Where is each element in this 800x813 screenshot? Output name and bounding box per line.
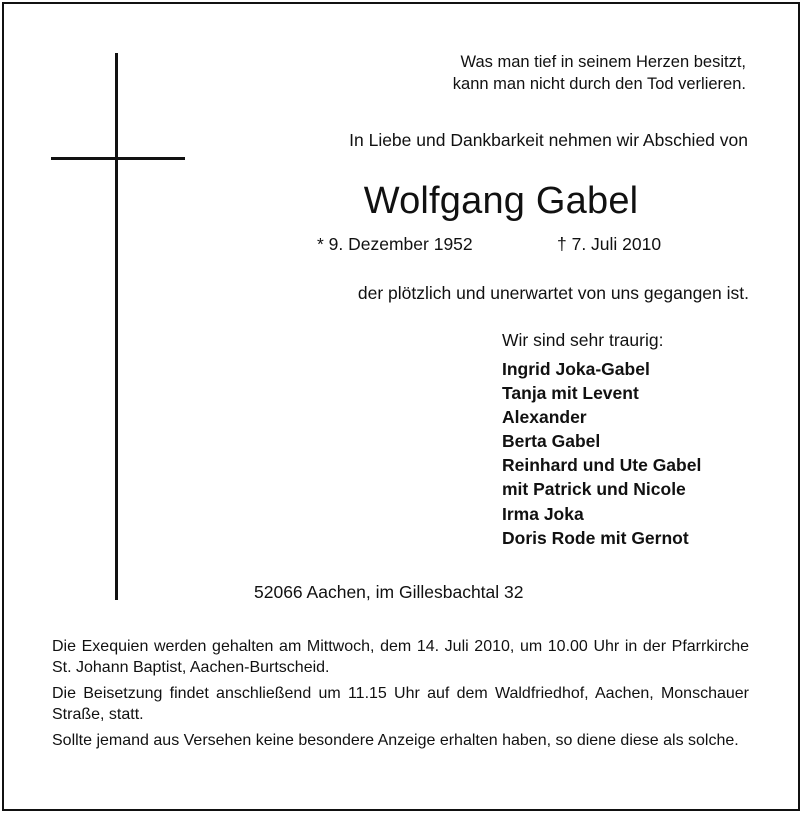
mourner-name: Reinhard und Ute Gabel [502, 455, 702, 476]
memorial-quote [326, 51, 746, 95]
burial-note: Die Beisetzung findet anschließend um 11.15 Uhr auf dem Waldfriedhof, Aachen, Monschauer Straße, statt. [52, 685, 749, 723]
farewell-intro: In Liebe und Dankbarkeit nehmen wir Abschied von [349, 130, 748, 150]
mourner-name: Alexander [502, 407, 587, 428]
quote-line-1: Was man tief in seinem Herzen besitzt, [460, 53, 746, 71]
cross-vertical-beam [115, 53, 118, 600]
mourner-name: Tanja mit Levent [502, 383, 639, 404]
requiem-note: Die Exequien werden gehalten am Mittwoch, dem 14. Juli 2010, um 10.00 Uhr in der Pfarrkirche St. Johann Baptist, Aachen-Burtscheid. [52, 638, 749, 676]
mourner-name: mit Patrick und Nicole [502, 479, 686, 500]
cross-horizontal-beam [51, 157, 185, 160]
mourner-name: Ingrid Joka-Gabel [502, 359, 650, 379]
passing-statement: der plötzlich und unerwartet von uns gegangen ist. [357, 283, 749, 303]
funeral-notes [52, 637, 749, 758]
deceased-name: Wolfgang Gabel [363, 180, 639, 222]
life-dates [254, 232, 748, 256]
mourners-heading: Wir sind sehr traurig: [502, 330, 664, 350]
mourners-block [502, 328, 794, 550]
birth-date: * 9. Dezember 1952 [317, 234, 473, 254]
mourner-name: Irma Joka [502, 503, 584, 524]
mourner-name: Berta Gabel [502, 431, 601, 452]
quote-line-2: kann man nicht durch den Tod verlieren. [452, 75, 746, 93]
family-address: 52066 Aachen, im Gillesbachtal 32 [254, 582, 524, 602]
notice-disclaimer: Sollte jemand aus Versehen keine besondere Anzeige erhalten haben, so diene diese als solche. [52, 732, 739, 749]
mourners-list [502, 357, 794, 550]
death-date: † 7. Juli 2010 [557, 234, 662, 254]
mourner-name: Doris Rode mit Gernot [502, 527, 689, 548]
